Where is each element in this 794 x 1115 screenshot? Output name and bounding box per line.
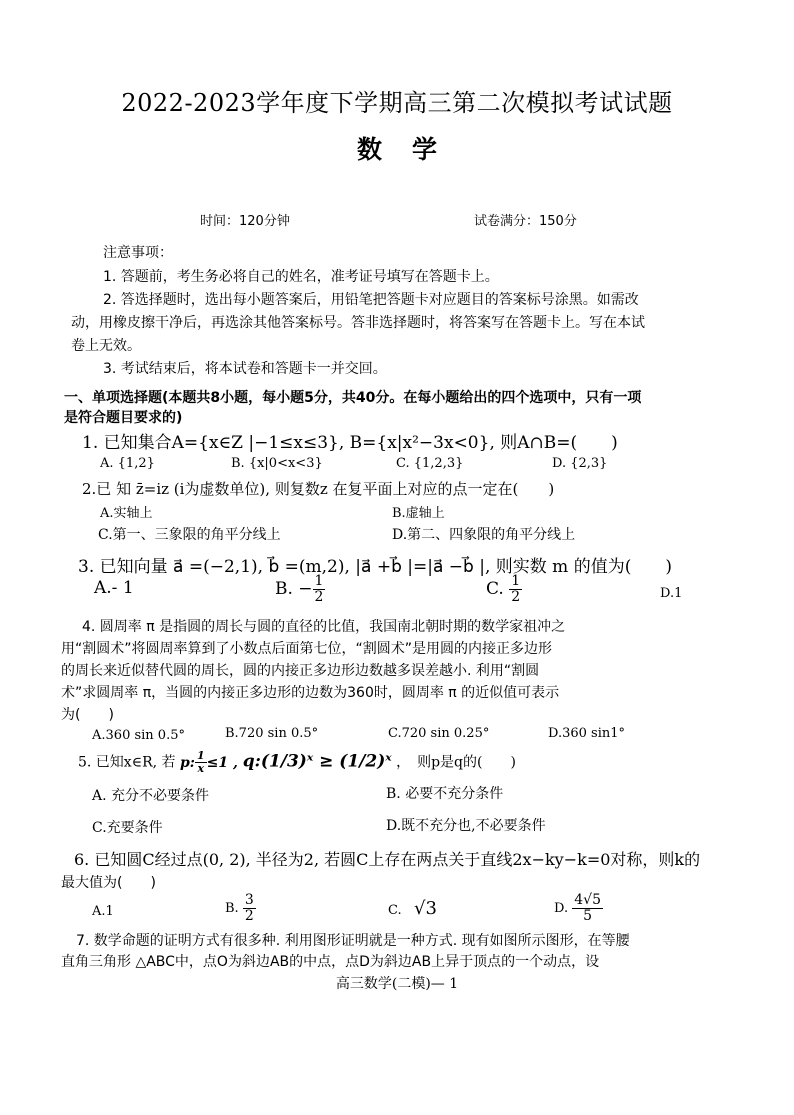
question-4-option-c: C.720 sin 0.25° <box>388 726 490 741</box>
question-2-option-b: B.虚轴上 <box>392 506 445 521</box>
question-4-line-2: 用“割圆术”将圆周率算到了小数点后面第七位，“割圆术”是用圆的内接正多边形 <box>61 641 553 657</box>
exam-time: 时间：120分钟 <box>200 214 290 229</box>
question-3-stem: 3. 已知向量 a⃗ =(−2,1), b⃗ =(m,2), |a⃗ +b⃗ |=|a⃗ −b⃗ |, 则实数 m 的值为( ) <box>78 557 672 577</box>
question-2-option-d: D.第二、四象限的角平分线上 <box>392 527 576 543</box>
question-6-option-d-fraction: $\frac{4√5}{5}$ <box>574 892 601 924</box>
question-3-option-b-label: B. − <box>275 579 313 599</box>
section-1-heading-line-1: 一、单项选择题(本题共8小题，每小题5分，共40分。在每小题给出的四个选项中，只有一项 <box>64 390 642 406</box>
question-6-option-c-value: √3 <box>414 898 437 919</box>
question-6-option-b-fraction: $\frac{3}{2}$ <box>244 892 254 924</box>
question-1-option-a: A. {1,2} <box>100 456 155 471</box>
question-6-option-b-label: B. <box>225 901 239 916</box>
note-item-2-line-1: 2. 答选择题时，选出每小题答案后，用铅笔把答题卡对应题目的答案标号涂黑。如需改 <box>103 292 639 308</box>
question-1-option-c: C. {1,2,3} <box>396 456 464 471</box>
question-5-option-c: C.充要条件 <box>92 820 163 836</box>
question-6-option-d-label: D. <box>554 901 569 916</box>
question-6-option-c-label: C. <box>388 903 402 918</box>
question-3-option-c-label: C. <box>486 579 504 599</box>
question-4-line-1: 4. 圆周率 π 是指圆的周长与圆的直径的比值，我国南北朝时期的数学家祖冲之 <box>82 619 566 635</box>
question-5-option-b: B. 必要不充分条件 <box>386 786 504 802</box>
question-5-stem <box>78 750 516 775</box>
question-1-option-d: D. {2,3} <box>552 456 608 471</box>
note-item-2-line-3: 卷上无效。 <box>71 338 141 354</box>
exam-title: 2022-2023学年度下学期高三第二次模拟考试试题 <box>121 89 673 117</box>
question-4-option-a: A.360 sin 0.5° <box>92 728 185 743</box>
section-1-heading-line-2: 是符合题目要求的) <box>64 410 183 426</box>
question-1-stem: 1. 已知集合A={x∈Z |−1≤x≤3}, B={x|x²−3x<0}, 则A∩B=( ) <box>82 433 618 453</box>
question-3-option-d: D.1 <box>660 586 683 601</box>
question-1-option-b: B. {x|0<x<3} <box>231 456 323 471</box>
question-6-option-a: A.1 <box>92 904 114 919</box>
question-6-option-d <box>554 893 603 924</box>
question-3-option-b <box>275 574 325 605</box>
question-5-condition-p: p: $\frac{1}{x}$ ≤1 , <box>179 749 238 775</box>
question-5-tail: ， 则p是q的( ) <box>396 754 516 771</box>
question-4-option-b: B.720 sin 0.5° <box>225 726 319 741</box>
question-2-option-a: A.实轴上 <box>100 506 153 521</box>
exam-score: 试卷满分：150分 <box>474 214 577 229</box>
question-3-option-c-fraction: $\frac{1}{2}$ <box>511 573 521 605</box>
question-6-line-2: 最大值为( ) <box>61 875 156 891</box>
note-item-2-line-2: 动，用橡皮擦干净后，再选涂其他答案标号。答非选择题时，将答案写在答题卡上。写在本试 <box>71 315 645 331</box>
question-5-condition-q: q:(1/3)ˣ ≥ (1/2)ˣ <box>242 751 392 772</box>
question-3-option-c <box>486 574 522 605</box>
note-item-1: 1. 答题前，考生务必将自己的姓名，准考证号填写在答题卡上。 <box>103 269 499 285</box>
question-3-option-b-fraction: $\frac{1}{2}$ <box>314 573 324 605</box>
question-5-option-d: D.既不充分也,不必要条件 <box>386 818 546 834</box>
question-4-line-4: 术”求圆周率 π，当圆的内接正多边形的边数为360时，圆周率 π 的近似值可表示 <box>61 685 560 701</box>
question-7-line-2: 直角三角形 △ABC中，点O为斜边AB的中点，点D为斜边AB上异于顶点的一个动点，设 <box>61 954 600 970</box>
question-3-option-a: A.- 1 <box>94 578 134 598</box>
question-6-line-1: 6. 已知圆C经过点(0, 2), 半径为2, 若圆C上存在两点关于直线2x−ky−k=0对称，则k的 <box>74 850 701 869</box>
question-4-line-3: 的周长来近似替代圆的周长，圆的内接正多边形边数越多误差越小. 利用“割圆 <box>61 663 540 679</box>
page-footer: 高三数学(二模)— 1 <box>335 976 459 992</box>
note-item-3: 3. 考试结束后，将本试卷和答题卡一并交回。 <box>103 361 387 377</box>
question-2-option-c: C.第一、三象限的角平分线上 <box>98 527 281 543</box>
question-4-option-d: D.360 sin1° <box>548 726 626 741</box>
question-6-option-b <box>225 893 256 924</box>
question-4-line-5: 为( ) <box>61 707 114 723</box>
notes-heading: 注意事项： <box>103 245 173 261</box>
question-5-option-a: A. 充分不必要条件 <box>92 788 210 804</box>
question-6-option-c <box>388 898 437 919</box>
exam-subject: 数学 <box>356 135 467 164</box>
question-2-stem: 2.已 知 z̄=iz (i为虚数单位), 则复数z 在复平面上对应的点一定在( ) <box>82 480 555 498</box>
question-7-line-1: 7. 数学命题的证明方式有很多种. 利用图形证明就是一种方式. 现有如图所示图形，在等腰 <box>76 933 630 949</box>
question-5-intro: 5. 已知x∈R, 若 <box>78 754 180 771</box>
